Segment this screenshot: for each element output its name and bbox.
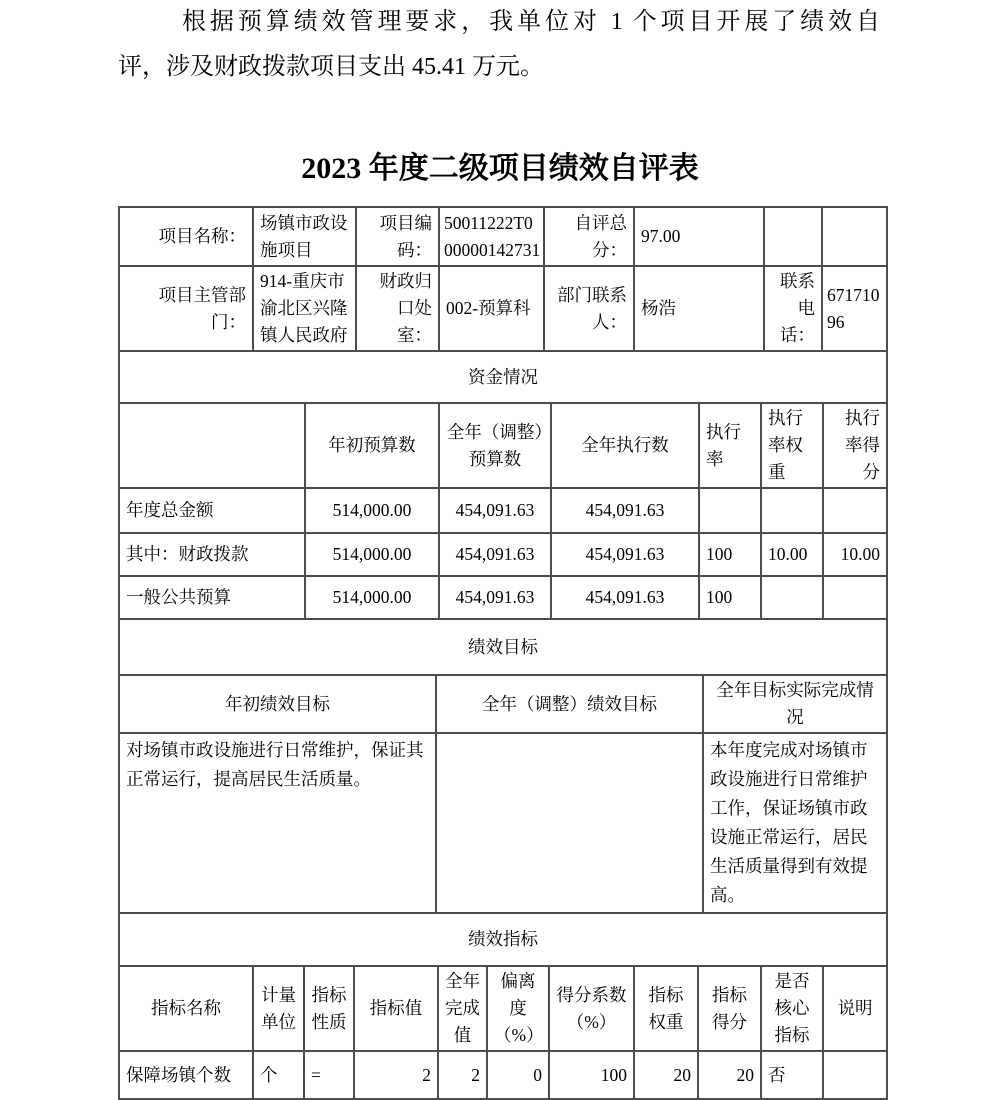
rate-value — [699, 488, 761, 533]
initial-budget-value: 514,000.00 — [305, 576, 439, 619]
section-banner-row — [119, 619, 887, 675]
funding-header-blank — [119, 403, 305, 488]
indicator-header-weight: 指标权重 — [634, 966, 698, 1051]
funding-header-rate-score: 执行率得分 — [823, 403, 887, 488]
funding-header-executed: 全年执行数 — [551, 403, 699, 488]
funding-header-row — [119, 403, 887, 488]
phone-label: 联系电话： — [764, 266, 822, 351]
goals-table — [118, 618, 888, 914]
indicator-unit: 个 — [253, 1051, 304, 1099]
self-score-label: 自评总分： — [544, 207, 634, 266]
actual-completion-text: 本年度完成对场镇市政设施进行日常维护工作，保证场镇市政设施正常运行，居民生活质量得到有效提高。 — [703, 733, 887, 913]
indicator-header-unit: 计量单位 — [253, 966, 304, 1051]
rate-weight-value — [761, 488, 823, 533]
funding-table — [118, 350, 888, 620]
indicator-is-core: 否 — [761, 1051, 823, 1099]
intro-line-2: 评，涉及财政拨款项目支出 45.41 万元。 — [118, 54, 544, 80]
section-banner-row — [119, 351, 887, 403]
phone-value: 67171096 — [822, 266, 887, 351]
indicator-header-target: 指标值 — [354, 966, 438, 1051]
indicator-note — [823, 1051, 887, 1099]
contact-label: 部门联系人： — [544, 266, 634, 351]
contact-value: 杨浩 — [634, 266, 764, 351]
goals-header-row — [119, 675, 887, 733]
initial-budget-value: 514,000.00 — [305, 488, 439, 533]
executed-value: 454,091.63 — [551, 533, 699, 576]
funding-row-label: 年度总金额 — [119, 488, 305, 533]
goals-section-title: 绩效目标 — [119, 619, 887, 675]
indicator-score-coef: 100 — [549, 1051, 634, 1099]
goals-header-initial: 年初绩效目标 — [119, 675, 436, 733]
blank-cell — [764, 207, 822, 266]
indicator-target: 2 — [354, 1051, 438, 1099]
executed-value: 454,091.63 — [551, 488, 699, 533]
indicator-completed: 2 — [438, 1051, 487, 1099]
table-row — [119, 207, 887, 266]
project-name-value: 场镇市政设施项目 — [253, 207, 356, 266]
initial-goal-text: 对场镇市政设施进行日常维护，保证其正常运行，提高居民生活质量。 — [119, 733, 436, 913]
blank-cell — [822, 207, 887, 266]
funding-header-rate-weight: 执行率权重 — [761, 403, 823, 488]
project-code-value: 50011222T000000142731 — [439, 207, 544, 266]
goals-content-row — [119, 733, 887, 913]
funding-row-fiscal — [119, 533, 887, 576]
rate-score-value — [823, 488, 887, 533]
indicator-header-completed: 全年完成值 — [438, 966, 487, 1051]
indicator-header-name: 指标名称 — [119, 966, 253, 1051]
project-code-label: 项目编码： — [356, 207, 439, 266]
rate-value: 100 — [699, 533, 761, 576]
project-info-table — [118, 206, 888, 352]
indicator-header-score: 指标得分 — [698, 966, 761, 1051]
office-value: 002-预算科 — [439, 266, 544, 351]
funding-header-adjusted-budget: 全年（调整）预算数 — [439, 403, 551, 488]
indicators-table — [118, 912, 888, 1100]
indicator-header-nature: 指标性质 — [304, 966, 354, 1051]
indicator-header-note: 说明 — [823, 966, 887, 1051]
document-title: 2023 年度二级项目绩效自评表 — [301, 152, 699, 185]
adjusted-goal-text — [436, 733, 703, 913]
rate-weight-value: 10.00 — [761, 533, 823, 576]
section-banner-row — [119, 913, 887, 966]
project-name-label: 项目名称： — [119, 207, 253, 266]
table-row — [119, 266, 887, 351]
funding-row-label: 其中：财政拨款 — [119, 533, 305, 576]
adjusted-budget-value: 454,091.63 — [439, 488, 551, 533]
indicator-score: 20 — [698, 1051, 761, 1099]
funding-section-title: 资金情况 — [119, 351, 887, 403]
office-label: 财政归口处室： — [356, 266, 439, 351]
indicator-header-score-coef: 得分系数（%） — [549, 966, 634, 1051]
intro-line-1: 根据预算绩效管理要求，我单位对 1 个项目开展了绩效自 — [182, 9, 880, 35]
indicator-header-deviation: 偏离度（%） — [487, 966, 549, 1051]
funding-row-public-budget — [119, 576, 887, 619]
indicators-header-row — [119, 966, 887, 1051]
funding-header-initial-budget: 年初预算数 — [305, 403, 439, 488]
indicator-header-is-core: 是否核心指标 — [761, 966, 823, 1051]
indicators-section-title: 绩效指标 — [119, 913, 887, 966]
self-score-value: 97.00 — [634, 207, 764, 266]
indicator-deviation: 0 — [487, 1051, 549, 1099]
goals-header-completion: 全年目标实际完成情况 — [703, 675, 887, 733]
initial-budget-value: 514,000.00 — [305, 533, 439, 576]
goals-header-adjusted: 全年（调整）绩效目标 — [436, 675, 703, 733]
dept-value: 914-重庆市渝北区兴隆镇人民政府 — [253, 266, 356, 351]
rate-score-value — [823, 576, 887, 619]
indicator-name: 保障场镇个数 — [119, 1051, 253, 1099]
indicator-data-row — [119, 1051, 887, 1099]
adjusted-budget-value: 454,091.63 — [439, 533, 551, 576]
intro-paragraph — [118, 0, 880, 90]
rate-value: 100 — [699, 576, 761, 619]
rate-weight-value — [761, 576, 823, 619]
executed-value: 454,091.63 — [551, 576, 699, 619]
funding-header-rate: 执行率 — [699, 403, 761, 488]
rate-score-value: 10.00 — [823, 533, 887, 576]
indicator-nature: = — [304, 1051, 354, 1099]
funding-row-total — [119, 488, 887, 533]
adjusted-budget-value: 454,091.63 — [439, 576, 551, 619]
funding-row-label: 一般公共预算 — [119, 576, 305, 619]
indicator-weight: 20 — [634, 1051, 698, 1099]
dept-label: 项目主管部门： — [119, 266, 253, 351]
